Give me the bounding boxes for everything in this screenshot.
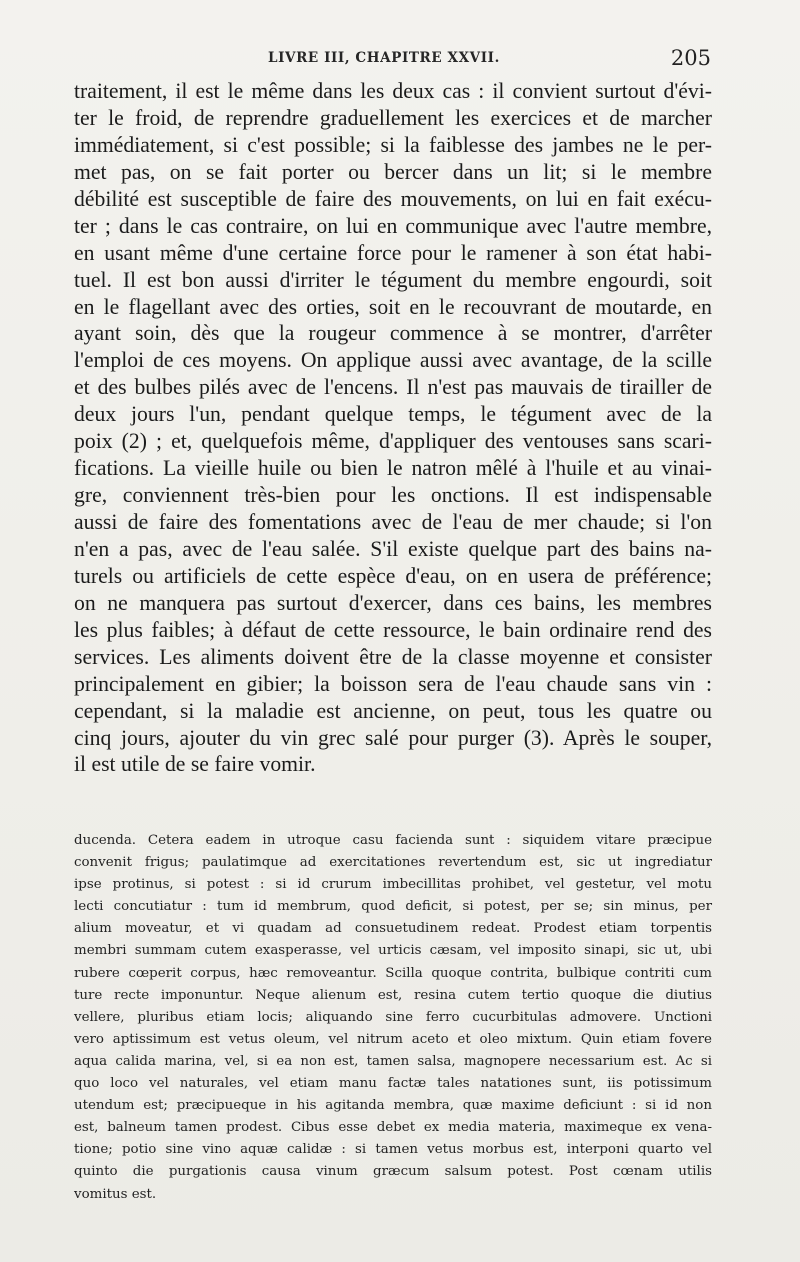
main-text-line: les plus faibles; à défaut de cette ressource, le bain ordinaire rend des xyxy=(74,617,712,642)
main-text-line: services. Les aliments doivent être de la classe moyenne et consister xyxy=(74,644,712,669)
footnote-line: tione; potio sine vino aquæ calidæ : si tamen vetus morbus est, interponi quarto vel xyxy=(74,1142,712,1158)
footnote-line: vellere, pluribus etiam locis; aliquando sine ferro cucurbitulas admovere. Unctioni xyxy=(74,1009,712,1025)
footnote-line: quo loco vel naturales, vel etiam manu factæ tales natationes sunt, iis potissimum xyxy=(74,1076,712,1092)
running-head: LIVRE III, CHAPITRE XXVII. xyxy=(268,50,500,66)
main-text-line: principalement en gibier; la boisson sera de l'eau chaude sans vin : xyxy=(74,671,712,696)
main-text-block xyxy=(74,78,712,778)
main-text-line: turels ou artificiels de cette espèce d'eau, on en usera de préférence; xyxy=(74,563,712,588)
main-text-line: poix (2) ; et, quelquefois même, d'appliquer des ventouses sans scari- xyxy=(74,429,712,454)
footnote-line: est, balneum tamen prodest. Cibus esse debet ex media materia, maximeque ex vena- xyxy=(74,1120,712,1136)
footnote-line: aqua calida marina, vel, si ea non est, tamen salsa, magnopere necessarium est. Ac si xyxy=(74,1053,712,1069)
main-text-line: ter ; dans le cas contraire, on lui en communique avec l'autre membre, xyxy=(74,213,712,238)
main-text-line: cinq jours, ajouter du vin grec salé pour purger (3). Après le souper, xyxy=(74,725,712,750)
main-text-line: n'en a pas, avec de l'eau salée. S'il existe quelque part des bains na- xyxy=(74,536,712,561)
main-text-line: ter le froid, de reprendre graduellement les exercices et de marcher xyxy=(74,105,712,130)
main-text-line: en le flagellant avec des orties, soit en le recouvrant de moutarde, en xyxy=(74,294,712,319)
main-text-line: il est utile de se faire vomir. xyxy=(74,752,316,777)
main-text-line: tuel. Il est bon aussi d'irriter le tégument du membre engourdi, soit xyxy=(74,267,712,292)
footnote-line: ducenda. Cetera eadem in utroque casu facienda sunt : siquidem vitare præcipue xyxy=(74,833,712,848)
main-text-line: traitement, il est le même dans les deux cas : il convient surtout d'évi- xyxy=(74,79,712,103)
footnote-line: utendum est; præcipueque in his agitanda membra, quæ maxime deficiunt : si id non xyxy=(74,1098,712,1114)
main-text-line: immédiatement, si c'est possible; si la faiblesse des jambes ne le per- xyxy=(74,132,712,157)
main-text-line: on ne manquera pas surtout d'exercer, dans ces bains, les membres xyxy=(74,590,712,615)
page-number: 205 xyxy=(670,46,711,70)
main-text-line: fications. La vieille huile ou bien le natron mêlé à l'huile et au vinai- xyxy=(74,456,712,481)
footnote-line: rubere cœperit corpus, hæc removeantur. Scilla quoque contrita, bulbique contriti cum xyxy=(74,965,712,981)
footnote-line: ipse protinus, si potest : si id crurum imbecillitas prohibet, vel gestetur, vel motu xyxy=(74,877,712,893)
main-text-line: l'emploi de ces moyens. On applique aussi avec avantage, de la scille xyxy=(74,348,712,373)
main-text-line: met pas, on se fait porter ou bercer dans un lit; si le membre xyxy=(74,159,712,184)
main-text-line: deux jours l'un, pendant quelque temps, le tégument avec de la xyxy=(74,402,712,427)
footnote-line: lecti concutiatur : tum id membrum, quod deficit, si potest, per se; sin minus, per xyxy=(74,899,712,915)
main-text-line: gre, conviennent très-bien pour les onctions. Il est indispensable xyxy=(74,483,712,508)
footnote-line: membri summam cutem exasperasse, vel urticis cæsam, vel imposito sinapi, sic ut, ubi xyxy=(74,943,712,959)
footnote-line: ture recte imponuntur. Neque alienum est, resina cutem tertio quoque die diutius xyxy=(74,987,712,1003)
footnote-line: vero aptissimum est vetus oleum, vel nitrum aceto et oleo mixtum. Quin etiam fovere xyxy=(74,1031,712,1047)
footnote-line: convenit frigus; paulatimque ad exercitationes revertendum est, sic ut ingrediatur xyxy=(74,855,712,871)
main-text-line: débilité est susceptible de faire des mouvements, on lui en fait exécu- xyxy=(74,186,712,211)
main-text-line: et des bulbes pilés avec de l'encens. Il n'est pas mauvais de tirailler de xyxy=(74,375,712,400)
latin-footnote-block xyxy=(74,830,712,1206)
footnote-line: quinto die purgationis causa vinum græcum salsum potest. Post cœnam utilis xyxy=(74,1164,712,1180)
main-text-line: ayant soin, dès que la rougeur commence à se montrer, d'arrêter xyxy=(74,321,712,346)
page-header xyxy=(268,46,711,72)
main-text-line: aussi de faire des fomentations avec de l'eau de mer chaude; si l'on xyxy=(74,510,712,534)
footnote-line: vomitus est. xyxy=(74,1186,157,1202)
main-text-line: cependant, si la maladie est ancienne, on peut, tous les quatre ou xyxy=(74,698,712,723)
main-text-line: en usant même d'une certaine force pour le ramener à son état habi- xyxy=(74,240,712,265)
footnote-line: alium moveatur, et vi quadam ad consuetudinem redeat. Prodest etiam torpentis xyxy=(74,921,712,937)
